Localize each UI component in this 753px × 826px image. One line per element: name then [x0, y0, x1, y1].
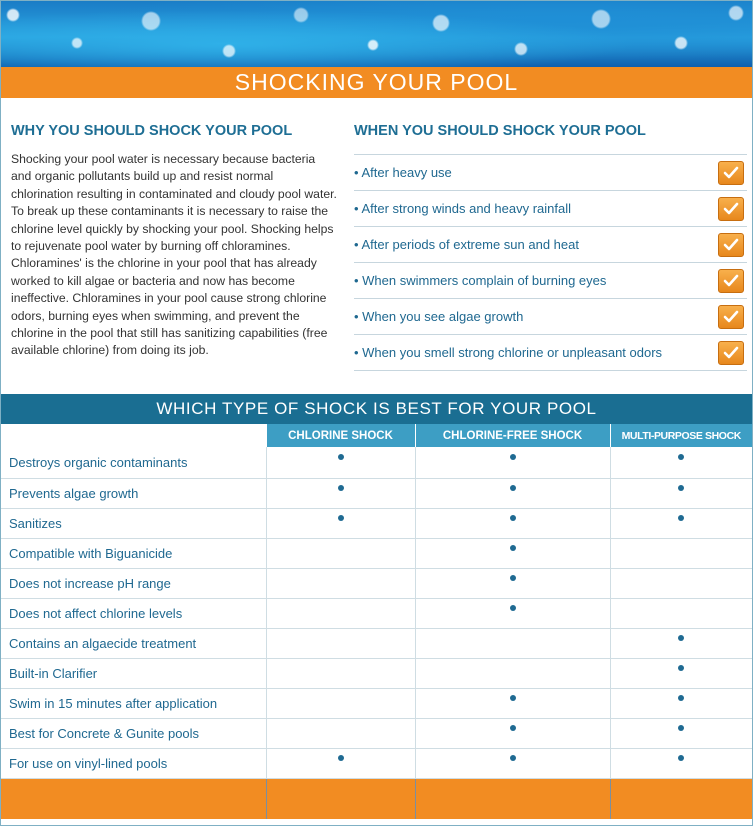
feature-cell	[415, 689, 610, 719]
column-header-chlorine-free-shock: CHLORINE-FREE SHOCK	[415, 424, 610, 447]
feature-cell	[266, 749, 415, 779]
feature-cell	[610, 569, 752, 599]
table-row	[1, 629, 752, 659]
column-header-multi-purpose-shock: MULTI-PURPOSE SHOCK	[610, 424, 752, 447]
bullet-dot-icon	[510, 755, 516, 761]
checkmark-icon	[718, 269, 744, 293]
feature-cell	[415, 719, 610, 749]
feature-cell	[266, 447, 415, 479]
comparison-table	[1, 424, 752, 819]
feature-label: For use on vinyl-lined pools	[1, 749, 266, 779]
checkmark-icon	[718, 305, 744, 329]
feature-cell	[610, 599, 752, 629]
bullet-dot-icon	[510, 695, 516, 701]
feature-label: Does not affect chlorine levels	[1, 599, 266, 629]
table-row	[1, 599, 752, 629]
feature-cell	[610, 689, 752, 719]
feature-label: Best for Concrete & Gunite pools	[1, 719, 266, 749]
feature-cell	[415, 629, 610, 659]
bullet-dot-icon	[338, 515, 344, 521]
bullet-dot-icon	[510, 485, 516, 491]
when-heading: WHEN YOU SHOULD SHOCK YOUR POOL	[354, 123, 646, 139]
bullet-dot-icon	[338, 755, 344, 761]
list-item-text: • After strong winds and heavy rainfall	[354, 201, 572, 216]
bullet-dot-icon	[678, 665, 684, 671]
table-row	[1, 659, 752, 689]
feature-label: Contains an algaecide treatment	[1, 629, 266, 659]
bullet-dot-icon	[678, 725, 684, 731]
feature-cell	[266, 479, 415, 509]
when-section	[354, 122, 747, 371]
checkmark-icon	[718, 161, 744, 185]
bullet-dot-icon	[510, 515, 516, 521]
feature-cell	[415, 659, 610, 689]
table-row	[1, 479, 752, 509]
feature-cell	[610, 629, 752, 659]
comparison-table-body	[1, 447, 752, 819]
feature-cell	[610, 509, 752, 539]
header-blank-cell	[1, 424, 266, 447]
feature-cell	[266, 659, 415, 689]
table-row	[1, 689, 752, 719]
footer-cell	[415, 779, 610, 820]
bullet-dot-icon	[510, 605, 516, 611]
table-footer-row	[1, 779, 752, 820]
comparison-header-row	[1, 424, 752, 447]
why-paragraph: Shocking your pool water is necessary because bacteria and organic pollutants build up and resist normal chlorination resulting in contaminated and cloudy pool water. To break up these contaminants it is necessary to raise the chlorine level quickly by shocking your pool. Shocking helps to rejuvenate pool water by burning off chloramines. Chloramines' is the chlorine in your pool that has already worked to kill algae or bacteria and now has become ineffective. Chloramines in your pool cause strong chlorine odors, burning eyes when swimming, and prevent the chlorine in the pool that still has sanitizing capabilities (free available chlorine) from doing its job.	[11, 152, 337, 358]
feature-cell	[415, 569, 610, 599]
feature-cell	[415, 479, 610, 509]
footer-cell	[1, 779, 266, 820]
table-row	[1, 539, 752, 569]
why-section	[11, 122, 337, 360]
pool-water-banner	[1, 1, 752, 67]
page-title: SHOCKING YOUR POOL	[1, 67, 752, 98]
bullet-dot-icon	[510, 454, 516, 460]
bullet-dot-icon	[338, 485, 344, 491]
feature-label: Swim in 15 minutes after application	[1, 689, 266, 719]
feature-cell	[415, 749, 610, 779]
list-item-text: • After heavy use	[354, 165, 452, 180]
bullet-dot-icon	[678, 454, 684, 460]
list-item-text: • When you see algae growth	[354, 309, 524, 324]
feature-label: Does not increase pH range	[1, 569, 266, 599]
feature-cell	[415, 599, 610, 629]
list-item-text: • When you smell strong chlorine or unpleasant odors	[354, 345, 663, 360]
comparison-title: WHICH TYPE OF SHOCK IS BEST FOR YOUR POOL	[1, 394, 752, 424]
list-item	[354, 335, 747, 371]
list-item	[354, 263, 747, 299]
feature-cell	[610, 749, 752, 779]
feature-label: Sanitizes	[1, 509, 266, 539]
feature-cell	[610, 447, 752, 479]
feature-cell	[266, 599, 415, 629]
why-heading: WHY YOU SHOULD SHOCK YOUR POOL	[11, 123, 293, 139]
bullet-dot-icon	[678, 485, 684, 491]
feature-label: Compatible with Biguanicide	[1, 539, 266, 569]
bullet-dot-icon	[678, 515, 684, 521]
feature-cell	[415, 539, 610, 569]
feature-label: Prevents algae growth	[1, 479, 266, 509]
bullet-dot-icon	[510, 575, 516, 581]
list-item-text: • When swimmers complain of burning eyes	[354, 273, 607, 288]
list-item	[354, 191, 747, 227]
bullet-dot-icon	[678, 695, 684, 701]
checkmark-icon	[718, 233, 744, 257]
info-section	[1, 98, 752, 394]
feature-cell	[610, 479, 752, 509]
feature-label: Built-in Clarifier	[1, 659, 266, 689]
list-item	[354, 227, 747, 263]
column-header-chlorine-shock: CHLORINE SHOCK	[266, 424, 415, 447]
feature-cell	[610, 719, 752, 749]
list-item-text: • After periods of extreme sun and heat	[354, 237, 579, 252]
footer-cell	[610, 779, 752, 820]
bullet-dot-icon	[338, 454, 344, 460]
checkmark-icon	[718, 341, 744, 365]
bullet-dot-icon	[510, 725, 516, 731]
table-row	[1, 447, 752, 479]
feature-cell	[266, 569, 415, 599]
table-row	[1, 569, 752, 599]
list-item	[354, 299, 747, 335]
table-row	[1, 509, 752, 539]
bullet-dot-icon	[678, 755, 684, 761]
when-list	[354, 154, 747, 371]
feature-label: Destroys organic contaminants	[1, 447, 266, 479]
bullet-dot-icon	[510, 545, 516, 551]
feature-cell	[415, 447, 610, 479]
bullet-dot-icon	[678, 635, 684, 641]
feature-cell	[610, 659, 752, 689]
footer-cell	[266, 779, 415, 820]
table-row	[1, 749, 752, 779]
feature-cell	[610, 539, 752, 569]
feature-cell	[266, 719, 415, 749]
feature-cell	[266, 689, 415, 719]
feature-cell	[266, 629, 415, 659]
checkmark-icon	[718, 197, 744, 221]
table-row	[1, 719, 752, 749]
list-item	[354, 155, 747, 191]
feature-cell	[266, 539, 415, 569]
feature-cell	[415, 509, 610, 539]
feature-cell	[266, 509, 415, 539]
